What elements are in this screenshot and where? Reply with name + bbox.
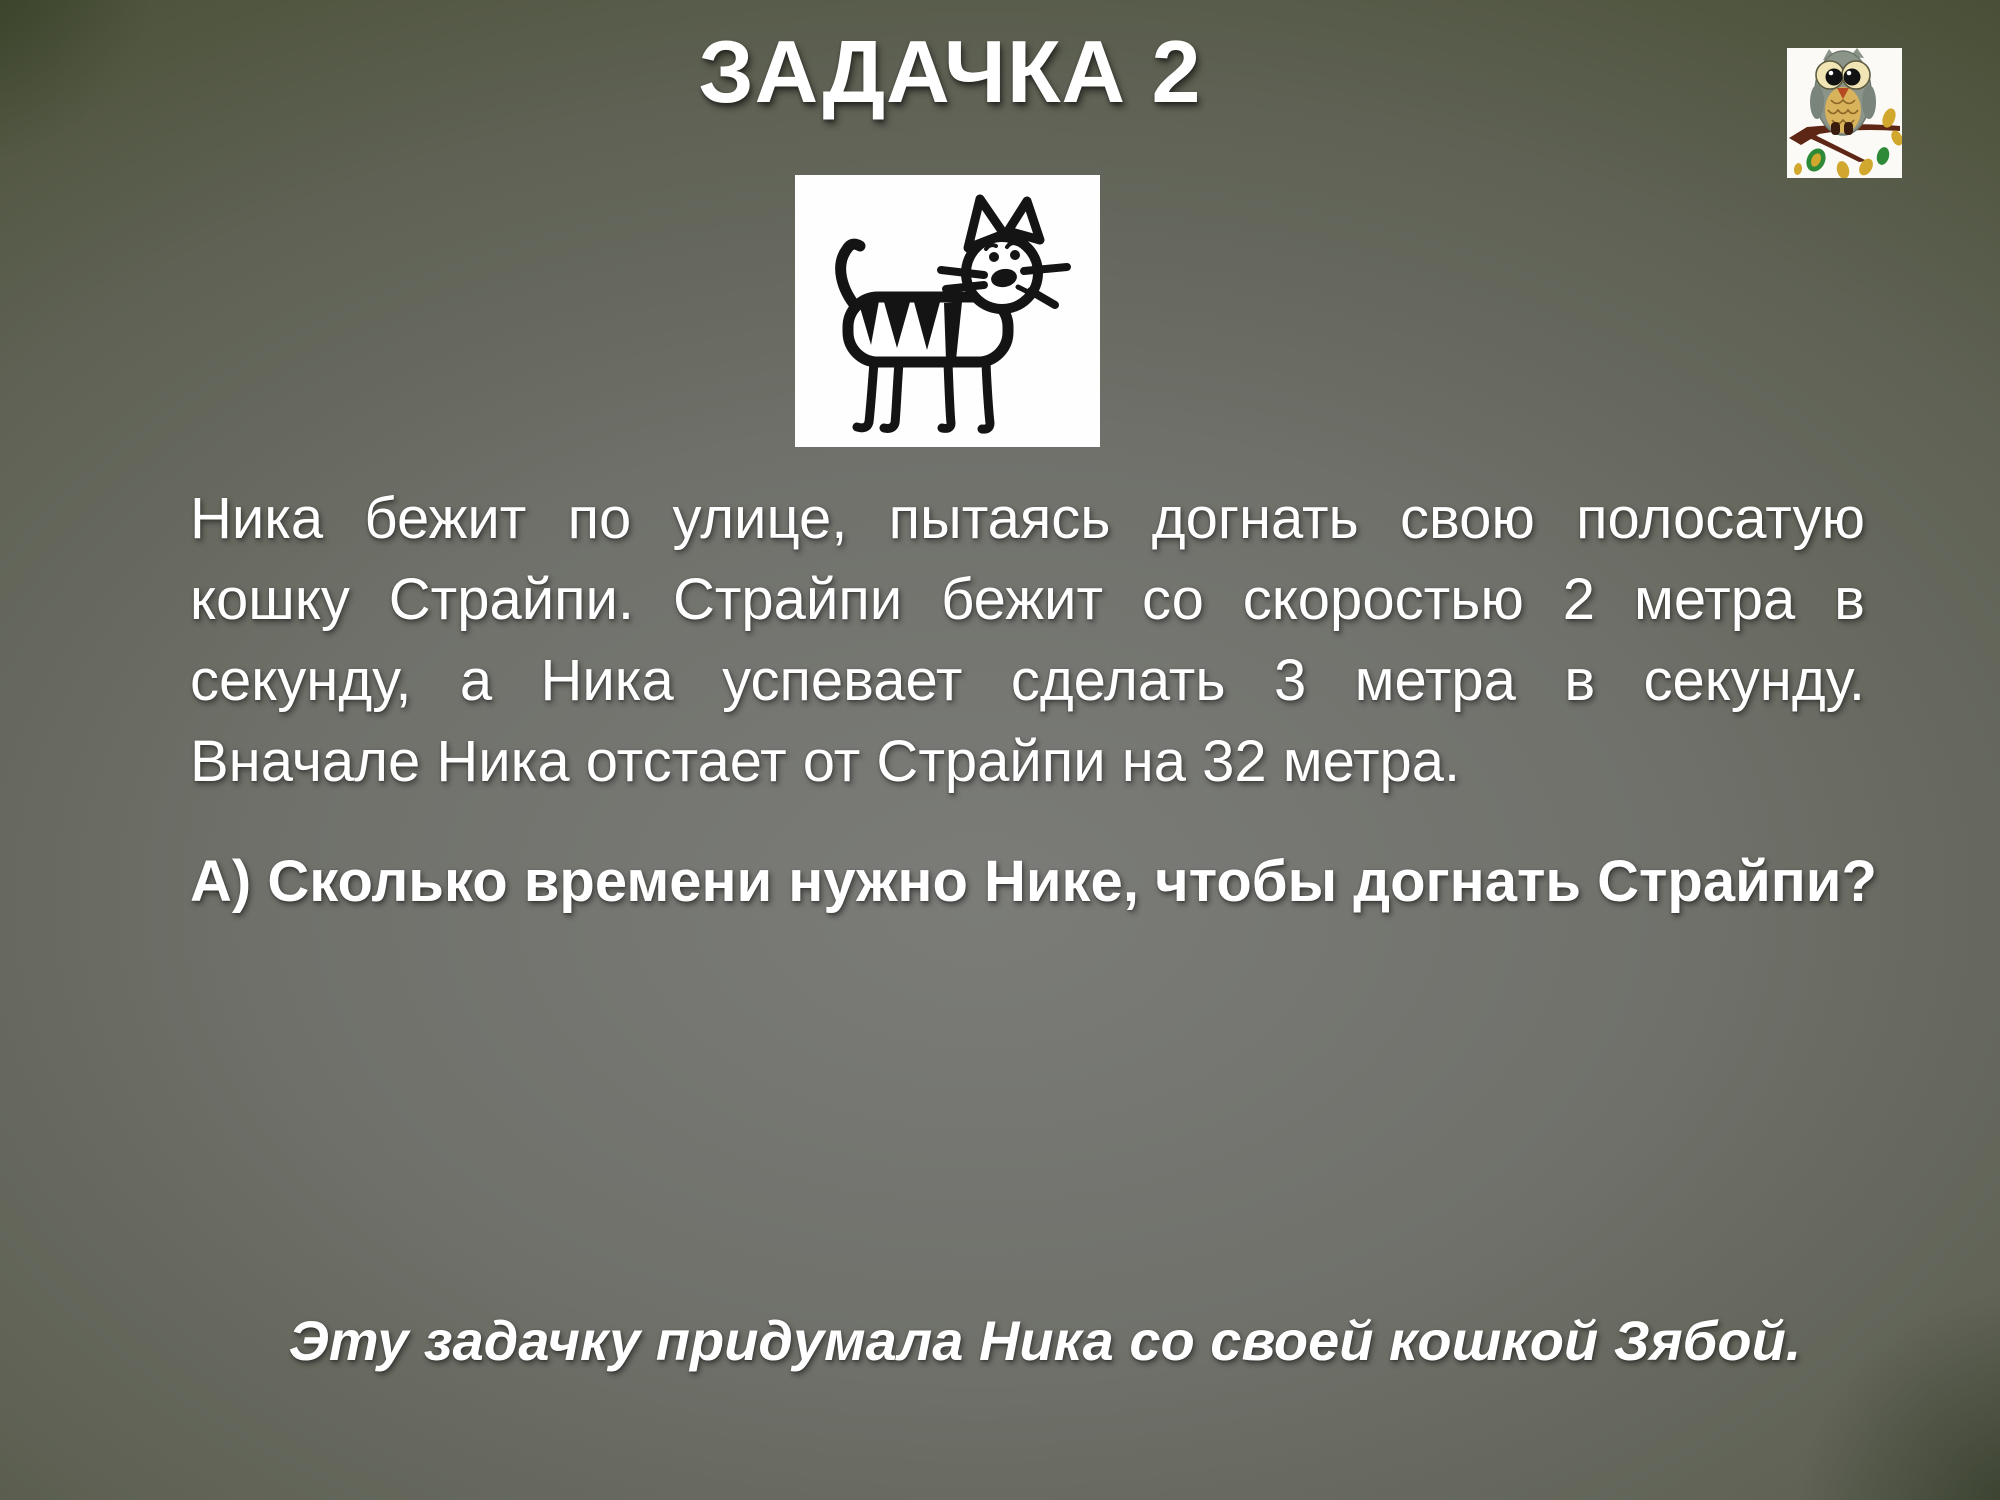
problem-line: Вначале Ника отстает от Страйпи на 32 метра. xyxy=(190,729,1461,794)
slide-title: ЗАДАЧКА 2 xyxy=(698,22,1202,121)
owl-icon xyxy=(1787,48,1902,178)
footnote-text: Эту задачку придумала Ника со своей кошкой Зябой. xyxy=(288,1309,1802,1372)
cat-drawing-image xyxy=(795,175,1100,447)
problem-line: секунду, а Ника успевает сделать 3 метра в секунду. xyxy=(190,648,1865,713)
problem-text xyxy=(190,478,1865,802)
problem-line: кошку Страйпи. Страйпи бежит со скоростью 2 метра в xyxy=(190,567,1865,632)
question-text: А) Сколько времени нужно Нике, чтобы догнать Страйпи? xyxy=(190,849,1877,914)
striped-cat-icon xyxy=(795,175,1100,447)
problem-line: Ника бежит по улице, пытаясь догнать свою полосатую xyxy=(190,486,1865,551)
owl-on-branch-image xyxy=(1787,48,1902,178)
